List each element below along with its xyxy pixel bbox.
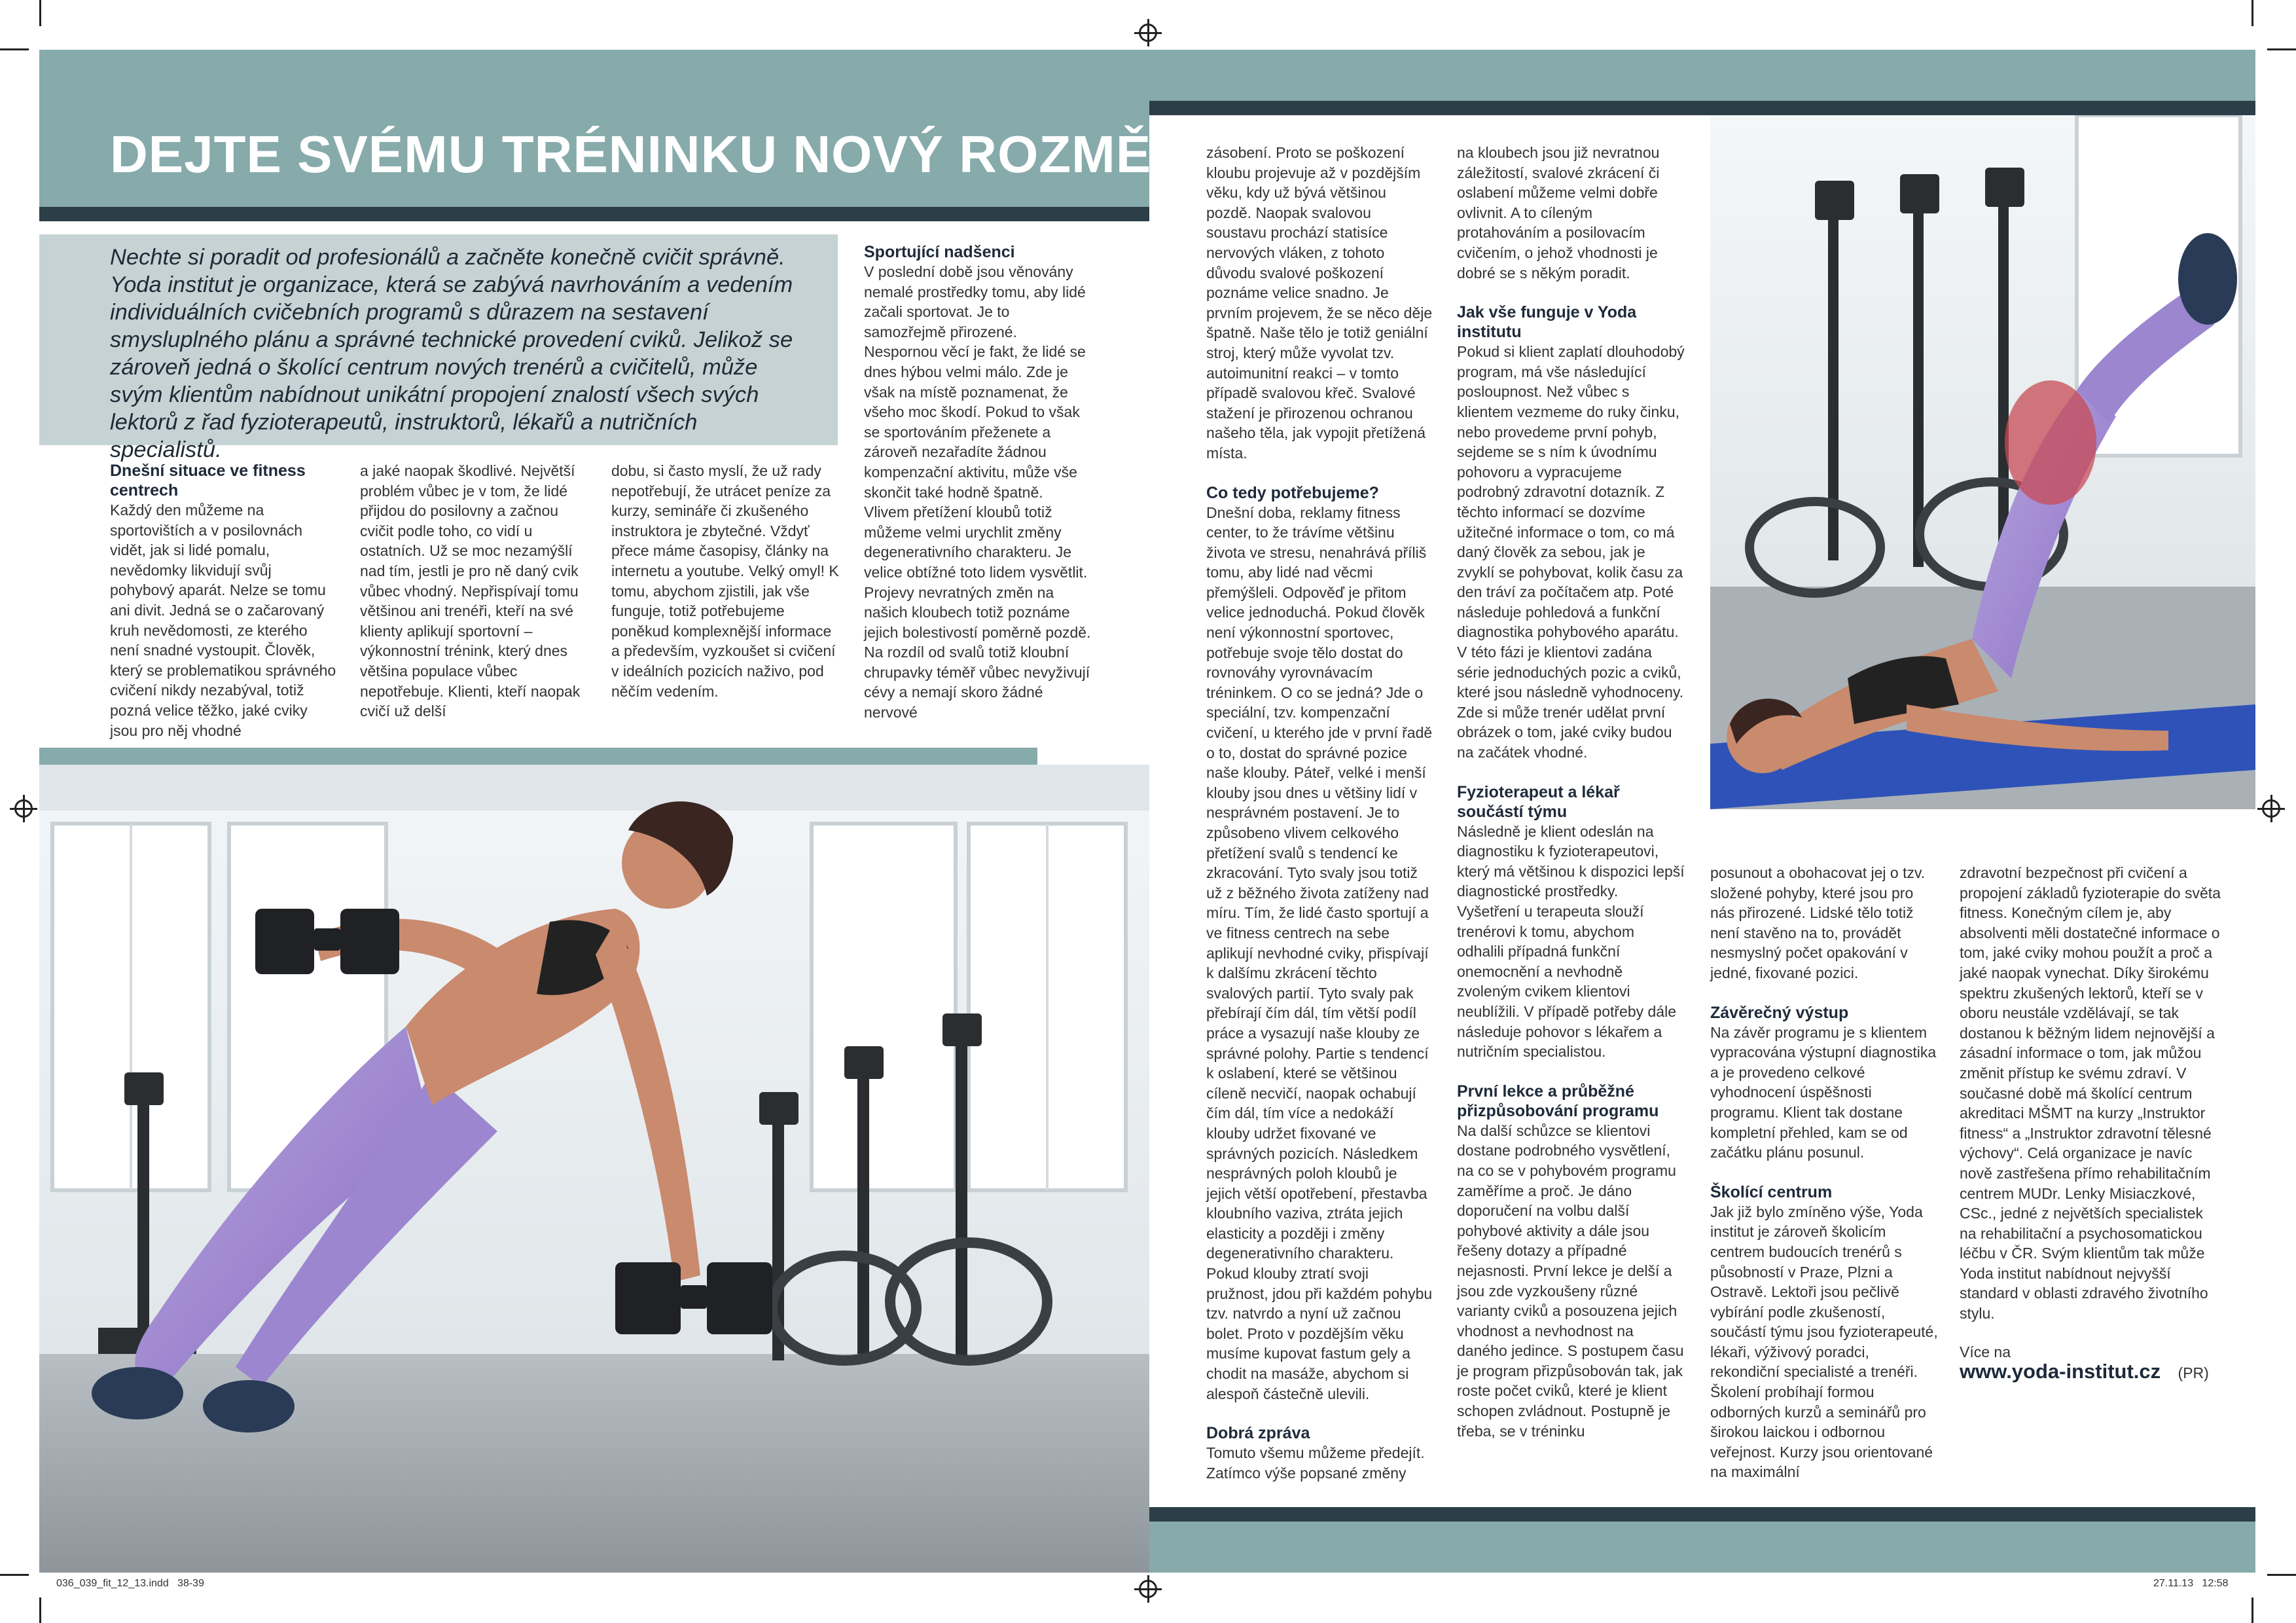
more-info [1960, 1342, 2221, 1362]
crop-mark [2251, 1597, 2253, 1623]
registration-mark [1139, 24, 1157, 42]
heading-how-it-works: Jak vše funguje v Yoda institutu [1457, 303, 1637, 342]
crop-mark [0, 1574, 29, 1576]
column-2-body: a jaké naopak škodlivé. Největší problém vůbec je v tom, že lidé přijdou do posilovny a začnou cvičit podle toho, co vidí u ostatních. Už se moc nezamýšlí nad tím, jestli je pro ně daný cvik vůbec vhodný. Nepřispívají tomu většinou ani trenéři, kteří na své klienty aplikují sportovní – výkonnostní trénink, který dnes většina populace vůbec nepotřebuje. Klienti, kteří naopak cvičí už delší [360, 462, 581, 720]
heading-sport-enthusiasts: Sportující nadšenci [864, 243, 1015, 261]
heading-physio-and-doctor: Fyzioterapeut a lékař součástí týmu [1457, 782, 1620, 821]
footer-date-time: 27.11.13 12:58 [2153, 1578, 2229, 1589]
column-5-p2: Dnešní doba, reklamy fitness center, to že trávíme většinu života ve stresu, nenahrává příliš tomu, aby lidé nad věcmi přemýšleli. Odpověď je přitom velice jednoduchá. Pokud člověk není výkonnostní sportovec, potřebuje svoje tělo dostat do rovnováhy vyrovnávacím tréninkem. O co se jedná? Jde o speciální, tzv. kompenzační cvičení, u kterého jde v první řadě o to, dostat do správné pozice naše klouby. Páteř, velké i menší klouby jsou dnes u většiny lidí v nesprávném postavení. Je to způsobeno vlivem celkového přetížení svalů s tendencí ke zkracování. Tyto svaly jsou totiž už z běžného života zatíženy nad míru. Tím, že lidé často sportují a ve fitness centrech na sebe aplikují nevhodné cviky, přispívají k dalšímu zkrácení těchto svalových partií. Tyto svaly pak přebírají čím dál, tím větší podíl práce a vysazují naše klouby ze správné polohy. Partie s tendencí k oslabení, které se většinou cíleně necvičí, naopak ochabují čím dál, tím více a nedokáží klouby udržet fixované ve správných pozicích. Následkem nesprávných poloh kloubů je jejich větší opotřebení, přestavba kloubního vaziva, ztráta jejich elasticity a později i změny degenerativního charakteru. Pokud klouby ztratí svoji pružnost, jdou při každém pohybu tzv. natvrdo a nyní už začnou bolet. Proto v pozdějším věku musíme kupovat fastum gely a chodit na masáže, abychom si alespoň částečně ulevili. [1206, 503, 1433, 1402]
intro-text: Nechte si poradit od profesionálů a začněte konečně cvičit správně. Yoda institut je organizace, která se zabývá navrhováním a vedením individuálních cvičebních programů s důrazem na sestavení smysluplného plánu a správné technické provedení cviků. Jelikož se zároveň jedná o školící centrum nových trenérů a cvičitelů, může svým klientům nabídnout unikátní propojení znalostí všech svých lektorů z řad fyzioterapeutů, instruktorů, lékařů a nutričních specialistů. [110, 245, 793, 462]
article-title [110, 125, 1190, 183]
gym-illustration [39, 765, 1149, 1573]
heading-first-lesson: První lekce a průběžné přizpůsobování programu [1457, 1082, 1659, 1120]
crop-mark [2267, 1574, 2296, 1576]
heading-good-news: Dobrá zpráva [1206, 1424, 1310, 1443]
right-header-band [1149, 50, 2255, 101]
footer-file-info: 036_039_fit_12_13.indd 38-39 [56, 1578, 204, 1589]
registration-mark [1139, 1580, 1157, 1598]
heading-training-center: Školící centrum [1710, 1182, 1833, 1201]
column-1 [110, 461, 338, 740]
website-line [1960, 1362, 2221, 1383]
bottom-dark-strip [1149, 1507, 2255, 1522]
crop-mark [39, 0, 41, 26]
column-1-body: Každý den můžeme na sportovištích a v posilovnách vidět, jak si lidé pomalu, nevědomky likvidují svůj pohybový aparát. Nelze se tomu ani divit. Jedná se o začarovaný kruh nevědomosti, ze kterého není snadné vystoupit. Člověk, který se problematikou správného cvičení nikdy nezabýval, totiž pozná velice těžko, jaké cviky jsou pro něj vhodné [110, 501, 336, 739]
bottom-band [1149, 1522, 2255, 1573]
registration-mark [14, 799, 33, 818]
column-2 [360, 461, 588, 721]
photo-top-band [39, 748, 1037, 765]
title-bold: NOVÝ ROZMĚR [793, 125, 1190, 183]
column-8-p1: zdravotní bezpečnost při cvičení a propojení základů fyzioterapie do světa fitness. Konečným cílem je, aby absolventi měli dostatečné informace o tom, jaké cviky mohou použít a proč a jaké naopak vynechat. Díky širokému spektru zkušených lektorů, kteří se v oboru neustále vzdělávají, se tak dostanou k běžným lidem nejnovější a zásadní informace o tom, jak můžou změnit přístup ke svému zdraví. V současné době má školící centrum akreditaci MŠMT na kurzy „Instruktor fitness“ a „Instruktor zdravotní tělesné výchovy“. Celá organizace je navíc nově zastřešena přímo rehabilitačním centrem MUDr. Lenky Misiaczkové, CSc., jedné z největších specialistek na rehabilitační a psychosomatickou léčbu v ČR. Svým klientům tak může Yoda institut nabídnout nejvyšší standard v oblasti zdravého životního stylu. [1960, 864, 2221, 1322]
column-7-p3: Jak již bylo zmíněno výše, Yoda institut je zároveň školicím centrem budoucích trenérů s působností v Praze, Plzni a Ostravě. Lektoři jsou pečlivě vybírání podle zkušeností, součástí týmu jsou fyzioterapeuté, lékaři, výživový poradci, rekondiční specialisté a trenéři. Školení probíhají formou odborných kurzů a seminářů pro širokou laickou i odbornou veřejnost. Kurzy jsou orientované na maximální [1710, 1203, 1938, 1481]
heading-what-we-need: Co tedy potřebujeme? [1206, 483, 1379, 502]
column-7-p2: Na závěr programu je s klientem vypracována výstupní diagnostika a je provedeno celkové vyhodnocení úspěšnosti programu. Klient tak dostane kompletní přehled, kam se od začátku plánu posunul. [1710, 1023, 1937, 1161]
crop-mark [0, 48, 29, 50]
column-5-p3: Tomuto všemu můžeme předejít. Zatímco výše popsané změny [1206, 1444, 1425, 1482]
intro-box [39, 234, 838, 462]
column-8 [1960, 863, 2221, 1383]
heading-current-situation: Dnešní situace ve fitness centrech [110, 462, 306, 500]
gym-illustration-2 [1710, 115, 2255, 809]
pr-label: (PR) [2178, 1364, 2209, 1382]
right-header-dark-strip [1149, 101, 2255, 115]
column-6-p1: na kloubech jsou již nevratnou záležitostí, svalové zkrácení či oslabení můžeme velmi dobře ovlivnit. A to cíleným protahováním a posilovacím cvičením, o jehož vhodnosti je dobré se s někým poradit. [1457, 144, 1660, 282]
column-6-p2: Pokud si klient zaplatí dlouhodobý program, má vše následující posloupnost. Než vůbec s klientem vezmeme do ruky činku, nebo provedeme první pohyb, sejdeme se s ním k úvodnímu pohovoru a vypracujeme podrobný zdravotní dotazník. Z těchto informací se dozvíme užitečné informace o tom, co má daný člověk za sebou, jak je zvyklí se pohybovat, kolik času za den tráví za počítačem atp. Poté následuje pohledová a funkční diagnostika pohybového aparátu. V této fázi je klientovi zadána série jednoduchých pozic a cviků, které jsou následně vyhodnoceny. Zde si může trenér udělat první obrázek o tom, jaké cviky budou na začátek vhodné. [1457, 343, 1685, 761]
column-7 [1710, 863, 1938, 1482]
column-3-body: dobu, si často myslí, že už rady nepotřebují, že utrácet peníze za kurzy, semináře či zkušeného instruktora je zbytečné. Vždyť přece máme časopisy, články na internetu a youtube. Velký omyl! K tomu, abychom zjistili, jak vše funguje, totiž potřebujeme poněkud komplexnější informace a především, vyzkoušet si cvičení v ideálních pozicích naživo, pod něčím vedením. [611, 462, 839, 700]
column-6-p3: Následně je klient odeslán na diagnostiku k fyzioterapeutovi, který má většinou k dispozici lepší diagnostické prostředky. Vyšetření u terapeuta slouží trenérovi k tomu, abychom odhalili případná funkční onemocnění a nevhodně zvoleným cvikem klientovi neublížili. V případě potřeby dále následuje pohovor s lékařem a nutričním specialistou. [1457, 822, 1685, 1061]
website-link[interactable]: www.yoda-institut.cz [1960, 1360, 2161, 1383]
crop-mark [39, 1597, 41, 1623]
column-3 [611, 461, 839, 701]
column-6-p4: Na další schůzce se klientovi dostane podrobného vysvětlení, na co se v pohybovém programu zaměříme a proč. Je dáno doporučení na volbu další pohybové aktivity a dále jsou řešeny dotazy a případné nejasnosti. První lekce je delší a jsou zde vyzkoušeny různé varianty cviků a posouzena jejich vhodnost a nevhodnost na daného jedince. S postupem času je program přizpůsobován tak, jak roste počet cviků, které je klient schopen zvládnout. Postupně je třeba, se v tréninku [1457, 1122, 1684, 1440]
photo-woman-dumbbell-row [39, 765, 1149, 1573]
crop-mark [2267, 48, 2296, 50]
more-label: Více na [1960, 1343, 2011, 1360]
title-light: DEJTE SVÉMU TRÉNINKU [110, 125, 778, 183]
crop-mark [2251, 0, 2253, 26]
header-dark-strip [39, 207, 1149, 221]
heading-final-output: Závěrečný výstup [1710, 1003, 1849, 1022]
column-7-p1: posunout a obohacovat jej o tzv. složené pohyby, které jsou pro nás přirozené. Lidské tělo totiž není stavěno na to, provádět nesmyslný počet opakování v jedné, fixované pozici. [1710, 864, 1926, 981]
column-5-p1: zásobení. Proto se poškození kloubu projevuje až v pozdějším věku, kdy už bývá většinou pozdě. Naopak svalovou soustavu prochází statisíce nervových vláken, z tohoto důvodu svalové poškození poznáme velice snadno. Je prvním projevem, že se něco děje špatně. Naše tělo je totiž geniální stroj, který může vyvolat tzv. autoimunitní reakci – v tomto případě svalovou křeč. Svalové stažení je přirozenou ochranou našeho těla, jak vypojit přetížená místa. [1206, 144, 1433, 462]
column-5 [1206, 143, 1434, 1483]
column-4-body: V poslední době jsou věnovány nemalé prostředky tomu, aby lidé začali sportovat. Je to samozřejmě přirozené. Nespornou věcí je fakt, že lidé se dnes hýbou velmi málo. Zde je však na místě poznamenat, že všeho moc škodí. Pokud to však se sportováním přeženete a zároveň nezařadíte žádnou kompenzační aktivitu, může vše skončit také hodně špatně. Vlivem přetížení kloubů totiž můžeme velmi urychlit změny degenerativního charakteru. Je velice obtížné toto lidem vysvětlit. Projevy nevratných změn na našich kloubech totiž poznáme jejich bolestivostí poměrně pozdě. Na rozdíl od svalů totiž kloubní chrupavky téměř vůbec nevyživují cévy a nemají skoro žádné nervové [864, 263, 1091, 721]
column-6 [1457, 143, 1685, 1441]
column-4 [864, 242, 1092, 723]
photo-woman-glute-bridge [1710, 115, 2255, 809]
registration-mark [2262, 799, 2280, 818]
